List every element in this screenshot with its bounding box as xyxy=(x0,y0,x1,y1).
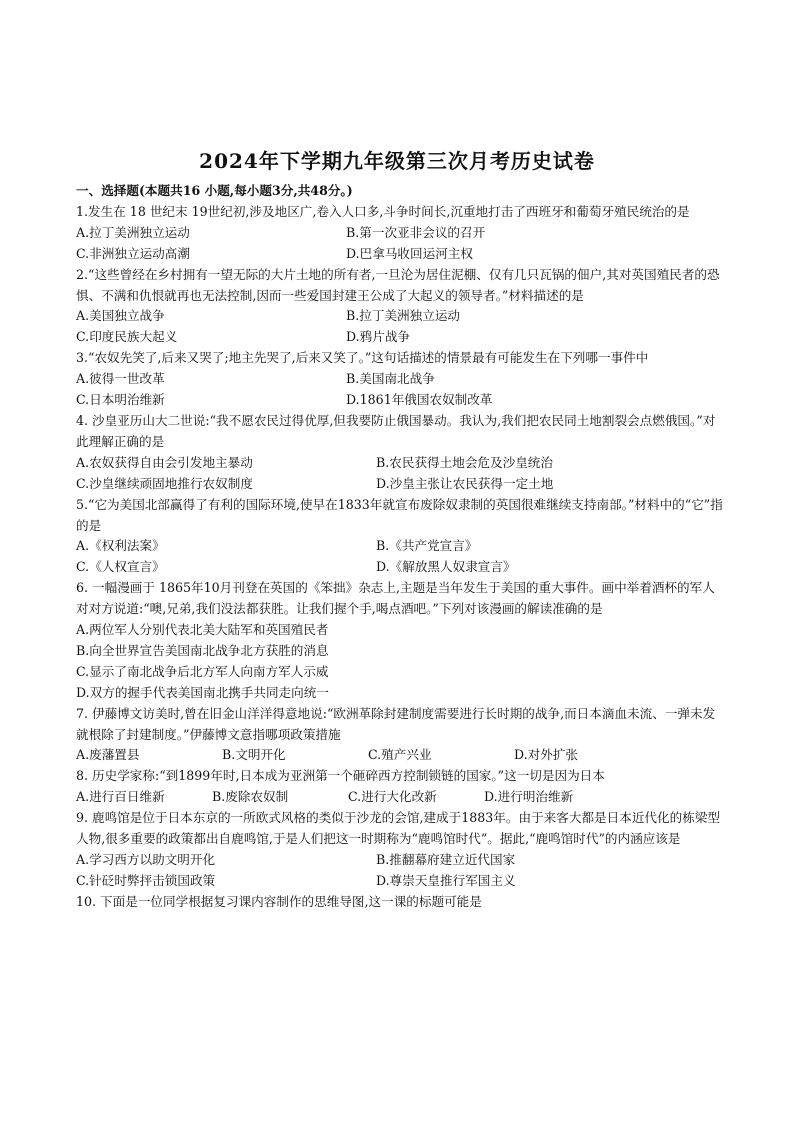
option-list xyxy=(76,223,726,265)
question-9 xyxy=(76,808,726,892)
option-list xyxy=(76,306,726,348)
option-c: C.日本明治维新 xyxy=(76,392,165,408)
option-d: D.鸦片战争 xyxy=(346,329,411,345)
question-1 xyxy=(76,202,726,265)
question-5 xyxy=(76,495,726,579)
option-b: B.废除农奴制 xyxy=(212,789,289,805)
option-a: A.美国独立战争 xyxy=(76,308,165,324)
option-b: B.第一次亚非会议的召开 xyxy=(346,224,486,240)
option-c: C.针砭时弊抨击锁国政策 xyxy=(76,872,216,888)
question-stem: 2.“这些曾经在乡村拥有一望无际的大片土地的所有者,一旦沦为居住泥棚、仅有几只瓦锅的佃户,其对英国殖民者的恐惧、不满和仇恨就再也无法控制,因而一些爱国封建王公成了大起义的领导者。”材料描述的是 xyxy=(76,266,720,303)
option-a: A.两位军人分别代表北美大陆军和英国殖民者 xyxy=(76,622,329,638)
question-stem: 10. 下面是一位同学根据复习课内容制作的思维导图,这一课的标题可能是 xyxy=(76,893,482,909)
question-10 xyxy=(76,892,726,913)
option-d: D.《解放黑人奴隶宣言》 xyxy=(376,559,516,575)
option-d: D.巴拿马收回运河主权 xyxy=(346,245,473,261)
question-stem: 8. 历史学家称:“到1899年时,日本成为亚洲第一个砸碎西方控制锁链的国家。”这一切是因为日本 xyxy=(76,768,605,784)
question-stem: 4. 沙皇亚历山大二世说:“我不愿农民过得优厚,但我要防止俄国暴动。我认为,我们把农民同土地割裂会点燃俄国。”对此理解正确的是 xyxy=(76,412,716,449)
option-list xyxy=(76,787,726,808)
option-a: A.进行百日维新 xyxy=(76,789,165,805)
question-4 xyxy=(76,411,726,495)
option-b: B.推翻幕府建立近代国家 xyxy=(376,852,516,867)
question-2 xyxy=(76,265,726,349)
option-d: D.沙皇主张让农民获得一定土地 xyxy=(376,475,554,491)
exam-content xyxy=(76,181,726,913)
option-c: C.《人权宣言》 xyxy=(76,559,165,575)
option-a: A.学习西方以助文明开化 xyxy=(76,852,216,867)
option-a: A.拉丁美洲独立运动 xyxy=(76,224,190,240)
option-list xyxy=(76,453,726,495)
option-list xyxy=(76,536,726,578)
question-stem: 9. 鹿鸣馆是位于日本东京的一所欧式风格的类似于沙龙的会馆,建成于1883年。由于来客大都是日本近代化的栋梁型人物,很多重要的政策都出自鹿鸣馆,于是人们把这一时期称为“鹿鸣馆时代”。据此,“鹿鸣馆时代”的内涵应该是 xyxy=(76,810,720,847)
option-d: D.尊崇天皇推行军国主义 xyxy=(376,872,516,888)
option-c: C.殖产兴业 xyxy=(368,747,432,763)
option-b: B.农民获得土地会危及沙皇统治 xyxy=(376,454,553,470)
option-a: A.废藩置县 xyxy=(76,747,140,763)
option-a: A.彼得一世改革 xyxy=(76,371,165,387)
question-stem: 3.“农奴先笑了,后来又哭了;地主先哭了,后来又笑了。”这句话描述的情景最有可能发生在下列哪一事件中 xyxy=(76,350,649,366)
question-stem: 1.发生在 18 世纪末 19世纪初,涉及地区广,卷入人口多,斗争时间长,沉重地打击了西班牙和葡萄牙殖民统治的是 xyxy=(76,203,690,219)
question-3 xyxy=(76,348,726,411)
option-c: C.沙皇继续顽固地推行农奴制度 xyxy=(76,475,253,491)
option-d: D.1861年俄国农奴制改革 xyxy=(346,392,493,408)
option-b: B.美国南北战争 xyxy=(346,371,435,387)
option-c: C.显示了南北战争后北方军人向南方军人示威 xyxy=(76,663,329,679)
option-b: B.文明开化 xyxy=(222,747,286,763)
option-list xyxy=(76,620,726,704)
section-heading: 一、选择题(本题共16 小题,每小题3分,共48分。) xyxy=(76,183,353,198)
question-7 xyxy=(76,704,726,767)
question-8 xyxy=(76,766,726,808)
question-stem: 7. 伊藤博文访美时,曾在旧金山洋洋得意地说:“欧洲革除封建制度需要进行长时期的战争,而日本滴血未流、一弹未发就根除了封建制度。”伊藤博文意指哪项政策措施 xyxy=(76,705,716,742)
question-stem: 6. 一幅漫画于 1865年10月刊登在英国的《笨拙》杂志上,主题是当年发生于美国的重大事件。画中举着酒杯的军人对对方说道:“噢,兄弟,我们没法都获胜。让我们握个手,喝点酒吧。”下列对该漫画的解读准确的是 xyxy=(76,580,715,617)
option-c: C.印度民族大起义 xyxy=(76,329,178,345)
option-a: A.农奴获得自由会引发地主暴动 xyxy=(76,454,253,470)
option-c: C.进行大化改新 xyxy=(348,789,437,805)
exam-title: 2024年下学期九年级第三次月考历史试卷 xyxy=(199,149,595,173)
option-b: B.向全世界宣告美国南北战争北方获胜的消息 xyxy=(76,642,329,658)
option-b: B.拉丁美洲独立运动 xyxy=(346,308,461,324)
option-list xyxy=(76,369,726,411)
option-d: D.进行明治维新 xyxy=(484,789,574,805)
option-a: A.《权利法案》 xyxy=(76,538,165,554)
question-stem: 5.“它为美国北部赢得了有利的国际环境,使早在1833年就宣布废除奴隶制的英国很难继续支持南部。”材料中的“它”指的是 xyxy=(76,496,723,533)
option-list xyxy=(76,745,726,766)
question-6 xyxy=(76,578,726,703)
option-d: D.双方的握手代表美国南北携手共同走向统一 xyxy=(76,684,329,700)
option-d: D.对外扩张 xyxy=(514,747,579,763)
option-c: C.非洲独立运动高潮 xyxy=(76,245,190,261)
option-b: B.《共产党宣言》 xyxy=(376,538,478,554)
option-list xyxy=(76,850,726,892)
